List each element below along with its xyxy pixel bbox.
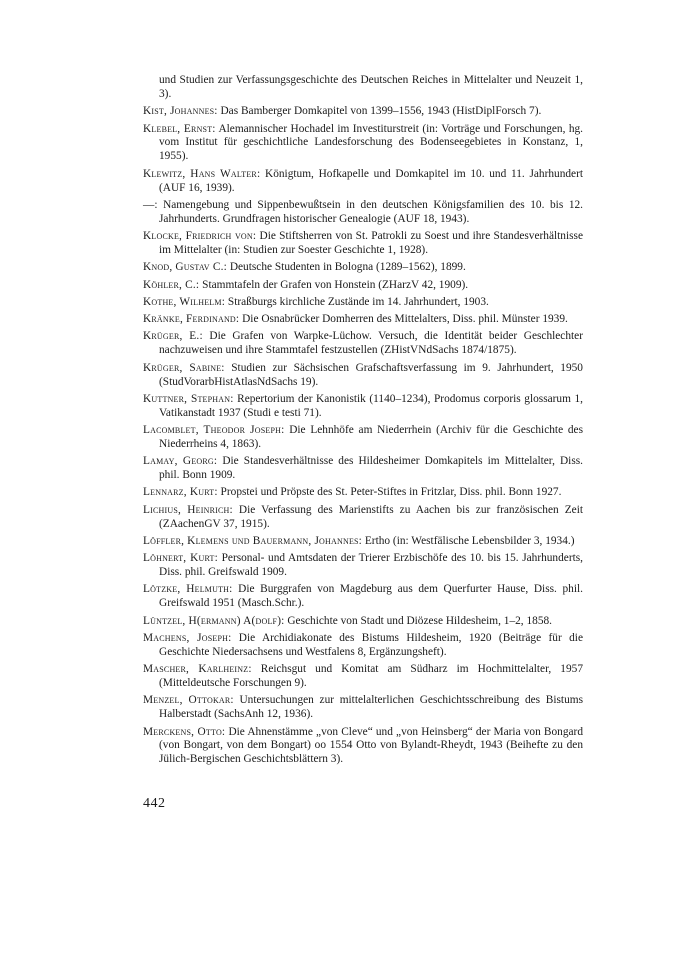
bibliography-entry — [143, 583, 583, 611]
bibliography-entry — [143, 296, 583, 310]
entry-author: Knod, Gustav C.: — [143, 261, 227, 274]
entry-title: Die Ahnenstämme „von Cleve“ und „von Heinsberg“ der Maria von Bongard (von Bongart, von dem Bongart) oo 1554 Otto von Bylandt-Rheydt, 1943 (Beihefte zu den Jülich-Bergischen Geschichtsblättern 3). — [159, 725, 583, 766]
entry-title: Die Burggrafen von Magdeburg aus dem Querfurter Hause, Diss. phil. Greifswald 1951 (Masch.Schr.). — [159, 583, 583, 610]
entry-author: Mascher, Karlheinz: — [143, 663, 252, 676]
entry-title: Personal- und Amtsdaten der Trierer Erzbischöfe des 10. bis 15. Jahrhunderts, Diss. phil. Greifswald 1909. — [159, 552, 583, 579]
bibliography-entry — [143, 313, 583, 327]
entry-title: Repertorium der Kanonistik (1140–1234), Prodomus corporis glossarum 1, Vatikanstadt 1937 (Studi e testi 71). — [159, 392, 583, 419]
entry-author: Kuttner, Stephan: — [143, 392, 234, 405]
bibliography-entry — [143, 615, 583, 629]
entry-author: Krüger, Sabine: — [143, 361, 225, 374]
entry-author: Kist, Johannes: — [143, 105, 218, 118]
entry-title: Stammtafeln der Grafen von Honstein (ZHarzV 42, 1909). — [199, 278, 469, 291]
bibliography-entry — [143, 362, 583, 390]
entry-title: Deutsche Studenten in Bologna (1289–1562), 1899. — [226, 261, 466, 274]
entry-title: Ertho (in: Westfälische Lebensbilder 3, 1934.) — [362, 534, 575, 547]
entry-author: Krüger, E.: — [143, 330, 203, 343]
bibliography-entry — [143, 279, 583, 293]
entry-author: Löhnert, Kurt: — [143, 552, 218, 565]
bibliography-entries — [143, 105, 583, 767]
entry-title: Geschichte von Stadt und Diözese Hildesheim, 1–2, 1858. — [284, 614, 553, 627]
entry-title: Propstei und Pröpste des St. Peter-Stiftes in Fritzlar, Diss. phil. Bonn 1927. — [217, 486, 562, 499]
entry-author: Lamay, Georg: — [143, 455, 218, 468]
entry-author: Kothe, Wilhelm: — [143, 295, 226, 308]
bibliography-entry — [143, 694, 583, 722]
entry-author: Menzel, Ottokar: — [143, 694, 234, 707]
bibliography-entry — [143, 504, 583, 532]
bibliography-entry — [143, 455, 583, 483]
entry-title: —: Namengebung und Sippenbewußtsein in den deutschen Königsfamilien des 10. bis 12. Jahrhunderts. Grundfragen historischer Genealogie (AUF 18, 1943). — [143, 198, 583, 225]
bibliography-entry — [143, 535, 583, 549]
entry-title: Straßburgs kirchliche Zustände im 14. Jahrhundert, 1903. — [225, 295, 489, 308]
entry-author: Kränke, Ferdinand: — [143, 313, 240, 326]
entry-author: Klewitz, Hans Walter: — [143, 167, 261, 180]
entry-author: Köhler, C.: — [143, 278, 200, 291]
entry-title: Die Grafen von Warpke-Lüchow. Versuch, die Identität beider Geschlechter nachzuweisen und ihre Stammtafel festzustellen (ZHistVNdSachs 1874/1875). — [159, 330, 583, 357]
entry-author: Lichius, Heinrich: — [143, 503, 233, 516]
bibliography-entry — [143, 330, 583, 358]
entry-author: Merckens, Otto: — [143, 725, 226, 738]
entry-author: Löffler, Klemens und Bauermann, Johannes: — [143, 534, 363, 547]
entry-title: Studien zur Sächsischen Grafschaftsverfassung im 9. Jahrhundert, 1950 (StudVorarbHistAtlasNdSachs 19). — [159, 361, 583, 388]
entry-author: Klebel, Ernst: — [143, 122, 216, 135]
entry-author: Machens, Joseph: — [143, 631, 232, 644]
entry-title: Die Standesverhältnisse des Hildesheimer Domkapitels im Mittelalter, Diss. phil. Bonn 1909. — [159, 455, 583, 482]
bibliography-entry — [143, 486, 583, 500]
bibliography-entry-continuation: und Studien zur Verfassungsgeschichte des Deutschen Reiches in Mittelalter und Neuzeit 1, 3). — [159, 74, 583, 100]
entry-title: Das Bamberger Domkapitel von 1399–1556, 1943 (HistDiplForsch 7). — [217, 105, 542, 118]
entry-author: Lötzke, Helmuth: — [143, 583, 233, 596]
page-number: 442 — [143, 796, 166, 811]
entry-title: Die Osnabrücker Domherren des Mittelalters, Diss. phil. Münster 1939. — [239, 313, 568, 326]
entry-title: Untersuchungen zur mittelalterlichen Geschichtsschreibung des Bistums Halberstadt (SachsAnh 12, 1936). — [159, 694, 583, 721]
entry-title: Alemannischer Hochadel im Investiturstreit (in: Vorträge und Forschungen, hg. vom Institut für geschichtliche Landesforschung des Bodenseegebietes in Konstanz, 1, 1955). — [159, 122, 583, 163]
bibliography-entry — [143, 199, 583, 227]
entry-author: Lacomblet, Theodor Joseph: — [143, 424, 285, 437]
entry-title: Reichsgut und Komitat am Südharz im Hochmittelalter, 1957 (Mitteldeutsche Forschungen 9). — [159, 663, 583, 690]
bibliography-entry — [143, 632, 583, 660]
entry-author: Klocke, Friedrich von: — [143, 230, 257, 243]
bibliography-entry — [143, 123, 583, 165]
entry-title: Die Verfassung des Marienstifts zu Aachen bis zur französischen Zeit (ZAachenGV 37, 1915). — [159, 503, 583, 530]
bibliography-entry — [143, 230, 583, 258]
bibliography-list — [143, 74, 583, 771]
entry-title: Die Archidiakonate des Bistums Hildesheim, 1920 (Beiträge für die Geschichte Niedersachsens und Westfalens 8, Ergänzungsheft). — [159, 631, 583, 658]
bibliography-entry — [143, 552, 583, 580]
bibliography-entry — [143, 105, 583, 119]
bibliography-entry — [143, 168, 583, 196]
entry-title: Königtum, Hofkapelle und Domkapitel im 10. und 11. Jahrhundert (AUF 16, 1939). — [159, 167, 583, 194]
bibliography-entry — [143, 393, 583, 421]
entry-author: Lennarz, Kurt: — [143, 486, 218, 499]
bibliography-entry — [143, 261, 583, 275]
bibliography-entry — [143, 726, 583, 768]
entry-author: Lüntzel, H(ermann) A(dolf): — [143, 614, 285, 627]
bibliography-entry — [143, 424, 583, 452]
entry-title: Die Lehnhöfe am Niederrhein (Archiv für die Geschichte des Niederrheins 4, 1863). — [159, 424, 583, 450]
bibliography-entry — [143, 663, 583, 691]
entry-title: Die Stiftsherren von St. Patrokli zu Soest und ihre Standesverhältnisse im Mittelalter (in: Studien zur Soester Geschichte 1, 1928). — [159, 230, 583, 256]
